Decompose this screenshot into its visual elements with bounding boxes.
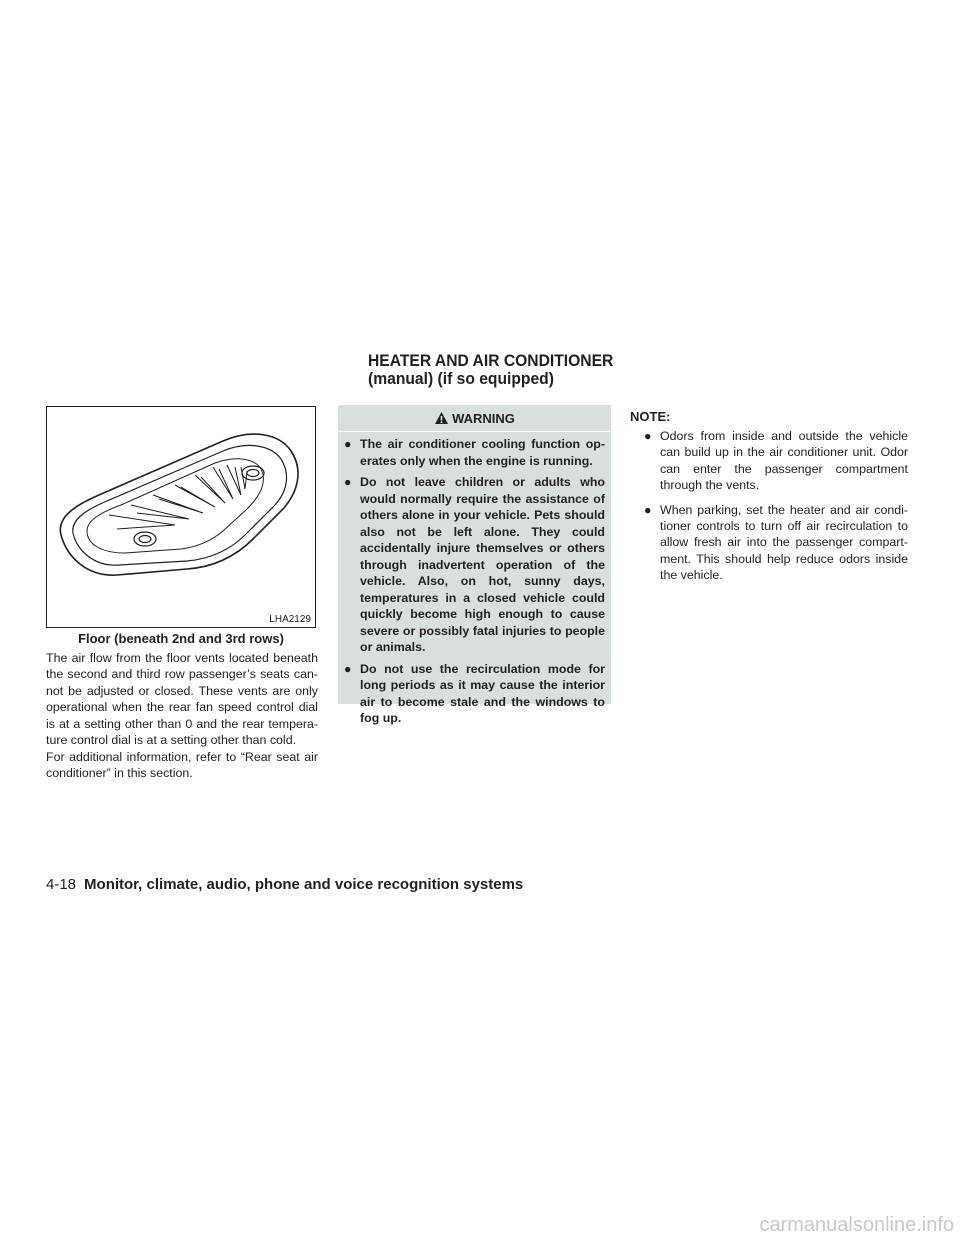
warning-box [338,405,611,725]
bullet-icon: ● [344,475,352,489]
page-number: 4-18 [46,876,77,893]
bullet-icon: ● [344,437,352,451]
figure-caption: Floor (beneath 2nd and 3rd rows) [78,631,284,646]
note-list [644,428,908,592]
warning-item: ● Do not use the recirculation mode for long periods as it may cause the interior air to become stale and the windows to fog up. [344,661,605,725]
chapter-title: Monitor, climate, audio, phone and voice recognition systems [84,876,524,893]
floor-vent-drawing [47,407,315,627]
warning-item: ● The air conditioner cooling function op-erates only when the engine is running. [344,437,605,468]
watermark: carmanualsonline.info [759,1214,954,1236]
figure-code: LHA2129 [269,614,311,625]
section-title [368,352,613,388]
bullet-icon: ● [344,661,352,676]
warning-item: ● Do not leave children or adults who would normally require the assistance of others alone in your vehicle. Pets should also not be left alone. They could accidentally injure themselves or others through inadvertent operation of the vehicle. Also, on hot, sunny days, temperatures in a closed vehicle could quickly become high enough to cause severe or possibly fatal injuries to people or animals. [344,475,605,654]
section-title-line2: (manual) (if so equipped) [368,369,554,388]
note-title: NOTE: [630,409,671,424]
body-paragraph-2: For additional information, refer to “Rear seat air conditioner” in this section. [46,750,318,781]
note-item: ● Odors from inside and outside the vehicle can build up in the air conditioner unit. Odor can enter the passenger compartment through the vents. [644,429,908,493]
warning-title: WARNING [452,410,515,426]
floor-vent-illustration [46,406,316,628]
section-title-line1: HEATER AND AIR CONDITIONER [368,351,614,370]
bullet-icon: ● [644,502,652,517]
page-footer [46,876,523,893]
bullet-icon: ● [644,429,652,443]
warning-triangle-icon [434,411,449,425]
warning-list [344,436,605,727]
note-item: ● When parking, set the heater and air condi-tioner controls to turn off air recirculation to allow fresh air into the passenger compart-ment. This should help reduce odors inside the vehicle. [644,502,908,583]
body-paragraph-1: The air flow from the floor vents located beneath the second and third row passenger’s seats can-not be adjusted or closed. These vents are only operational when the rear fan speed control dial is at a setting other than 0 and the rear tempera-ture control dial is at a setting other than cold. [46,651,318,748]
warning-divider [338,431,611,432]
warning-header [344,405,605,431]
